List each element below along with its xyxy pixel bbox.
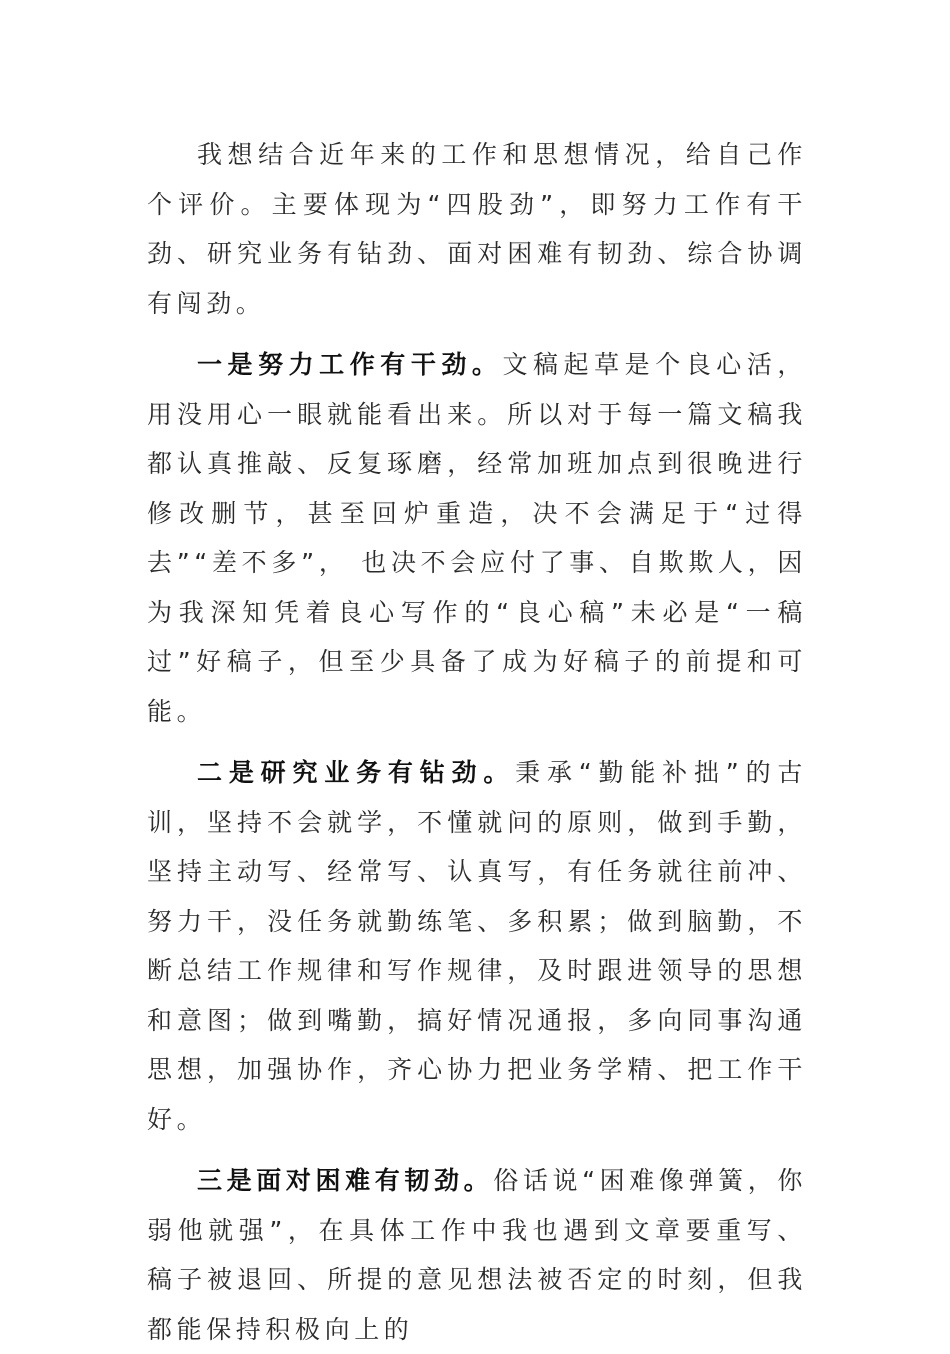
paragraph-intro — [147, 130, 807, 328]
paragraph-point-2 — [147, 748, 807, 1144]
paragraph-point-3 — [147, 1156, 807, 1354]
paragraph-point-1 — [147, 340, 807, 736]
paragraph-lead: 一是努力工作有干劲。 — [197, 350, 503, 379]
paragraph-lead: 二是研究业务有钻劲。 — [197, 758, 516, 787]
paragraph-lead: 三是面对困难有韧劲。 — [197, 1166, 494, 1195]
paragraph-text: 文稿起草是个良心活，用没用心一眼就能看出来。所以对于每一篇文稿我都认真推敲、反复琢磨，经常加班加点到很晚进行修改删节，甚至回炉重造，决不会满足于“过得去”“差不多”， 也决不会应付了事、自欺欺人，因为我深知凭着良心写作的“良心稿”未必是“一稿过”好稿子，但至少具备了成为好稿子的前提和可能。 — [147, 350, 807, 726]
paragraph-text: 秉承“勤能补拙”的古训，坚持不会就学，不懂就问的原则，做到手勤，坚持主动写、经常写、认真写，有任务就往前冲、努力干，没任务就勤练笔、多积累；做到脑勤，不断总结工作规律和写作规律，及时跟进领导的思想和意图；做到嘴勤，搞好情况通报，多向同事沟通思想，加强协作，齐心协力把业务学精、把工作干好。 — [147, 758, 807, 1134]
document-body — [147, 130, 807, 1354]
paragraph-text: 我想结合近年来的工作和思想情况，给自己作个评价。主要体现为“四股劲”，即努力工作有干劲、研究业务有钻劲、面对困难有韧劲、综合协调有闯劲。 — [147, 140, 807, 318]
paragraph-text: 俗话说“困难像弹簧，你弱他就强”，在具体工作中我也遇到文章要重写、稿子被退回、所提的意见想法被否定的时刻，但我都能保持积极向上的 — [147, 1166, 807, 1344]
